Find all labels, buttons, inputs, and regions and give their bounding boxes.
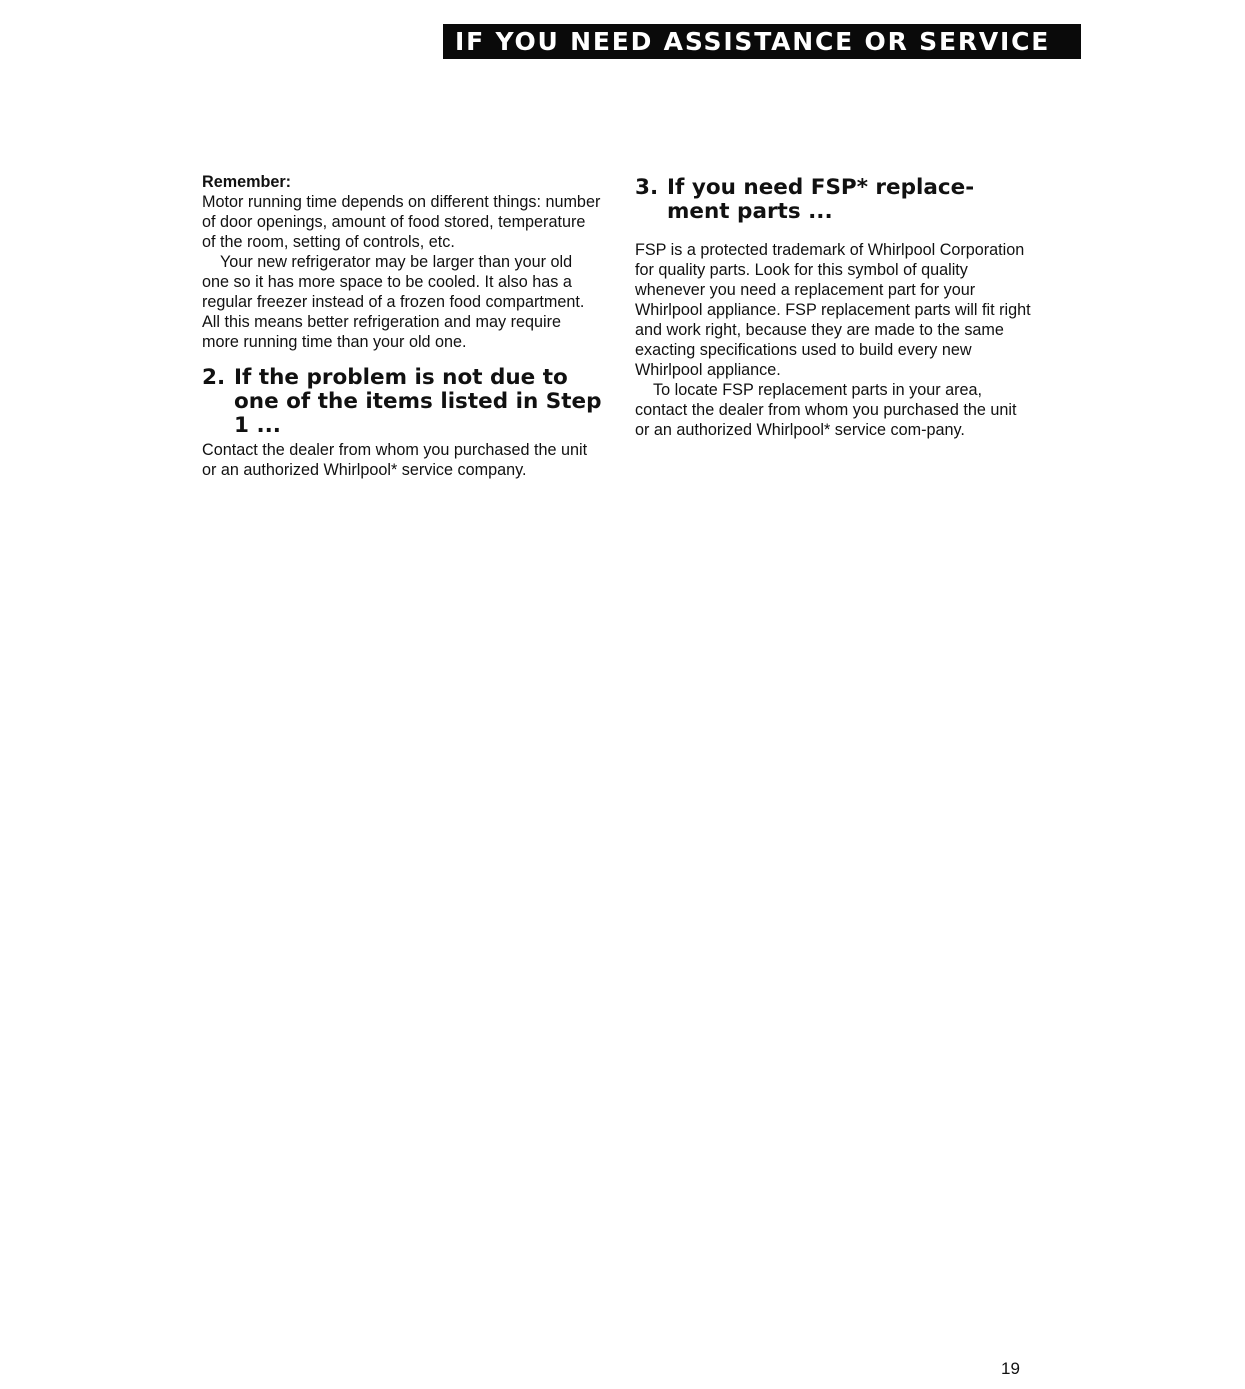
- remember-label: Remember:: [202, 173, 292, 191]
- step-3-number: 3.: [635, 175, 659, 200]
- step-2-heading: [202, 366, 602, 438]
- step-3-heading: [635, 176, 1035, 224]
- remember-text: Motor running time depends on different things: number of door openings, amount of food stored, temperature of the room, setting of controls, etc.: [202, 193, 601, 251]
- step-2-heading-text: If the problem is not due to one of the items listed in Step 1 ...: [234, 365, 602, 438]
- section-header-bar: [443, 24, 1081, 59]
- page-number: 19: [1001, 1359, 1020, 1378]
- fsp-trademark-paragraph: FSP is a protected trademark of Whirlpool Corporation for quality parts. Look for this symbol of quality whenever you need a replacement part for your Whirlpool appliance. FSP replacement parts will fit right and work right, because they are made to the same exacting specifications used to build every new Whirlpool appliance.: [635, 241, 1031, 379]
- step-2-text: Contact the dealer from whom you purchased the unit or an authorized Whirlpool* service company.: [202, 441, 588, 479]
- right-column: [635, 176, 1035, 440]
- section-title: IF YOU NEED ASSISTANCE OR SERVICE: [455, 27, 1051, 56]
- refrigerator-size-paragraph: Your new refrigerator may be larger than your old one so it has more space to be cooled. It also has a regular freezer instead of a frozen food compartment. All this means better refrigeration and may require more running time than your old one.: [202, 253, 585, 351]
- step-2-number: 2.: [202, 365, 226, 390]
- locate-parts-paragraph: To locate FSP replacement parts in your area, contact the dealer from whom you purchased the unit or an authorized Whirlpool* service com-pany.: [635, 381, 1017, 439]
- left-column: [202, 172, 602, 480]
- step-3-heading-text: If you need FSP* replace-ment parts ...: [667, 175, 975, 224]
